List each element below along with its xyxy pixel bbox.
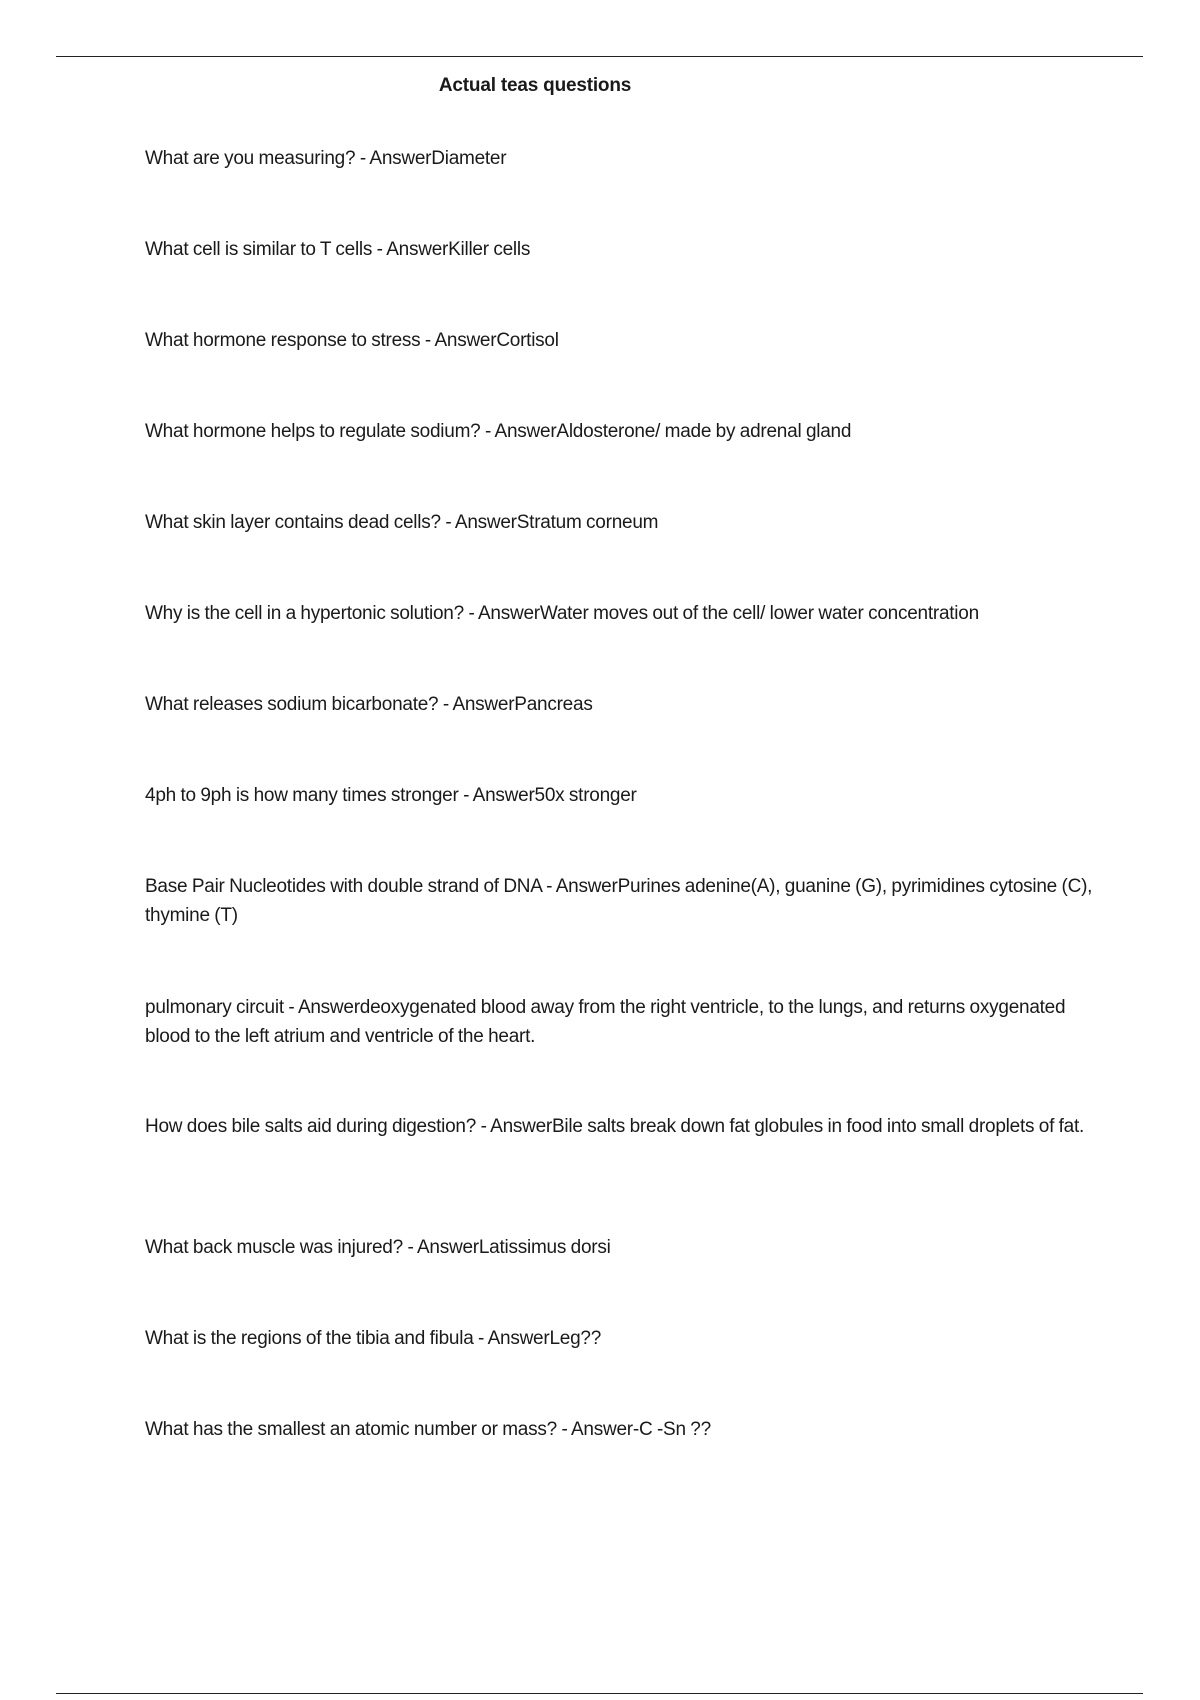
qa-item: What back muscle was injured? - AnswerLatissimus dorsi <box>145 1237 611 1258</box>
qa-item: What hormone response to stress - AnswerCortisol <box>145 330 559 351</box>
qa-item: What skin layer contains dead cells? - AnswerStratum corneum <box>145 512 659 533</box>
qa-item: How does bile salts aid during digestion? - AnswerBile salts break down fat globules in food into small droplets of fat. <box>145 1116 1085 1137</box>
qa-item: Base Pair Nucleotides with double strand of DNA - AnswerPurines adenine(A), guanine (G), pyrimidines cytosine (C), thymine (T) <box>145 876 1093 926</box>
qa-item: What has the smallest an atomic number or mass? - Answer-C -Sn ?? <box>145 1419 711 1440</box>
qa-item: What is the regions of the tibia and fibula - AnswerLeg?? <box>145 1328 602 1349</box>
bottom-rule <box>56 1693 1143 1694</box>
qa-item: What cell is similar to T cells - AnswerKiller cells <box>145 239 531 260</box>
qa-item: Why is the cell in a hypertonic solution? - AnswerWater moves out of the cell/ lower water concentration <box>145 603 979 624</box>
qa-item: What hormone helps to regulate sodium? - AnswerAldosterone/ made by adrenal gland <box>145 421 852 442</box>
qa-item: What releases sodium bicarbonate? - AnswerPancreas <box>145 694 593 715</box>
qa-item: 4ph to 9ph is how many times stronger - Answer50x stronger <box>145 785 637 806</box>
qa-item: pulmonary circuit - Answerdeoxygenated blood away from the right ventricle, to the lungs, and returns oxygenated blood to the left atrium and ventricle of the heart. <box>145 997 1066 1047</box>
document-title: Actual teas questions <box>438 75 632 96</box>
qa-item: What are you measuring? - AnswerDiameter <box>145 148 507 169</box>
top-rule <box>56 56 1143 57</box>
